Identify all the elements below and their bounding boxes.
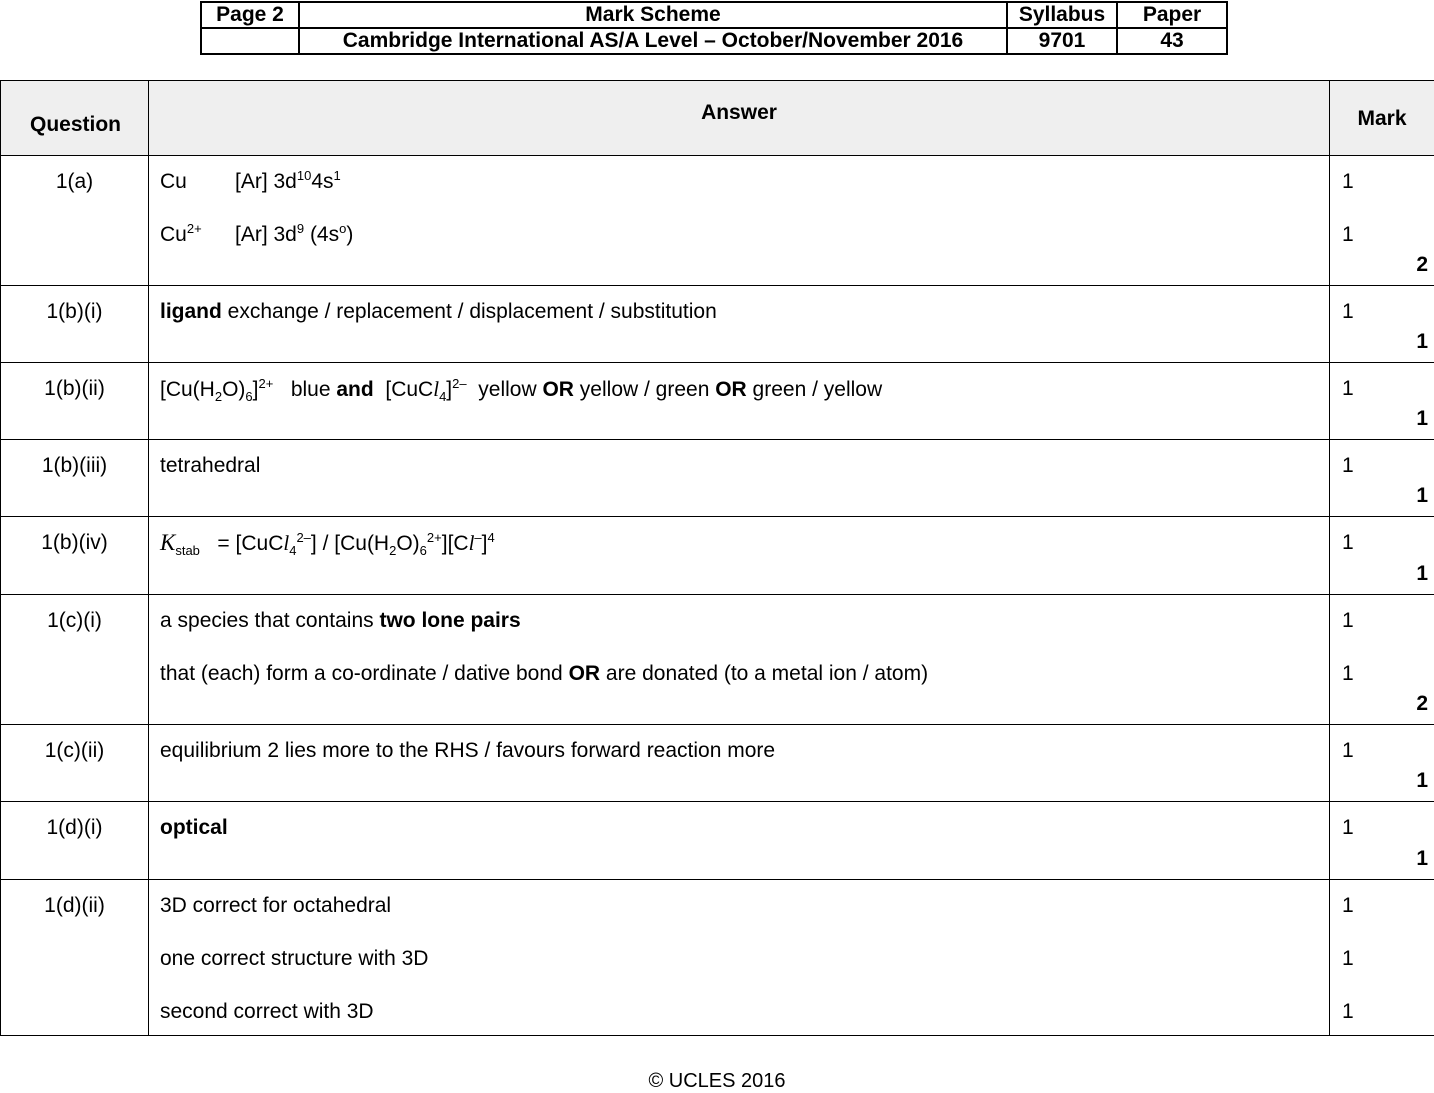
exam-name: Cambridge International AS/A Level – October/November 2016: [299, 28, 1007, 54]
table-row: [1, 440, 1434, 517]
table-row: [1, 156, 1434, 286]
mark-total: 2: [1416, 253, 1428, 277]
blank-cell: [201, 28, 299, 54]
answer-column-header: Answer: [149, 81, 1330, 156]
table-row: [1, 802, 1434, 880]
mark-total: 1: [1416, 407, 1428, 431]
copyright-footer: © UCLES 2016: [0, 1070, 1434, 1093]
mark-cell: 1 1 1: [1330, 880, 1434, 1036]
mark-cell: 1 1 2: [1330, 595, 1434, 725]
mark-total: 1: [1416, 847, 1428, 871]
question-number: 1(b)(iv): [1, 517, 149, 595]
mark-cell: 1 1: [1330, 517, 1434, 595]
mark-scheme-table: [0, 80, 1434, 1036]
question-number: 1(d)(i): [1, 802, 149, 880]
mark-column-header: Mark: [1330, 81, 1434, 156]
question-number: 1(b)(ii): [1, 363, 149, 440]
mark-cell: 1 1: [1330, 440, 1434, 517]
question-column-header: Question: [1, 81, 149, 156]
mark-total: 1: [1416, 562, 1428, 586]
paper-label: Paper: [1117, 2, 1227, 28]
answer-cell: $[Cu(H_2O)_6]^{2+}$ blue and [CuCl$_4$]$^{2-}$ yellow OR yellow / green OR green / yellow: [149, 363, 1330, 440]
mark-cell: 1 1: [1330, 286, 1434, 363]
syllabus-code: 9701: [1007, 28, 1117, 54]
answer-cell: 3D correct for octahedral one correct structure with 3D second correct with 3D: [149, 880, 1330, 1036]
question-number: 1(d)(ii): [1, 880, 149, 1036]
table-row: [1, 595, 1434, 725]
table-row: [1, 880, 1434, 1036]
syllabus-label: Syllabus: [1007, 2, 1117, 28]
answer-cell: tetrahedral: [149, 440, 1330, 517]
answer-cell: ligand exchange / replacement / displacement / substitution: [149, 286, 1330, 363]
mark-total: 1: [1416, 330, 1428, 354]
mark-cell: 1 1: [1330, 725, 1434, 802]
doc-title: Mark Scheme: [299, 2, 1007, 28]
table-row: [1, 517, 1434, 595]
mark-total: 2: [1416, 692, 1428, 716]
question-number: 1(a): [1, 156, 149, 286]
mark-total: 1: [1416, 769, 1428, 793]
header-box: [200, 1, 1228, 55]
table-row: [1, 725, 1434, 802]
mark-cell: 1 1 2: [1330, 156, 1434, 286]
question-number: 1(b)(i): [1, 286, 149, 363]
answer-cell: equilibrium 2 lies more to the RHS / favours forward reaction more: [149, 725, 1330, 802]
mark-cell: 1 1: [1330, 802, 1434, 880]
mark-cell: 1 1: [1330, 363, 1434, 440]
question-number: 1(b)(iii): [1, 440, 149, 517]
answer-cell: Cu [Ar] $3d^{10}4s^1$ $Cu^{2+}$ [Ar] $3d^9$ $(4s^o)$: [149, 156, 1330, 286]
answer-cell: $K_{stab}$ = [CuCl$_4^{2-}$] / $[Cu(H_2O)_6^{2+}][Cl^-]^4$: [149, 517, 1330, 595]
table-row: [1, 286, 1434, 363]
mark-total: 1: [1416, 484, 1428, 508]
page-number: Page 2: [201, 2, 299, 28]
answer-cell: optical: [149, 802, 1330, 880]
table-row: [1, 363, 1434, 440]
question-number: 1(c)(i): [1, 595, 149, 725]
paper-number: 43: [1117, 28, 1227, 54]
question-number: 1(c)(ii): [1, 725, 149, 802]
answer-cell: a species that contains two lone pairs that (each) form a co-ordinate / dative bond OR are donated (to a metal ion / atom): [149, 595, 1330, 725]
